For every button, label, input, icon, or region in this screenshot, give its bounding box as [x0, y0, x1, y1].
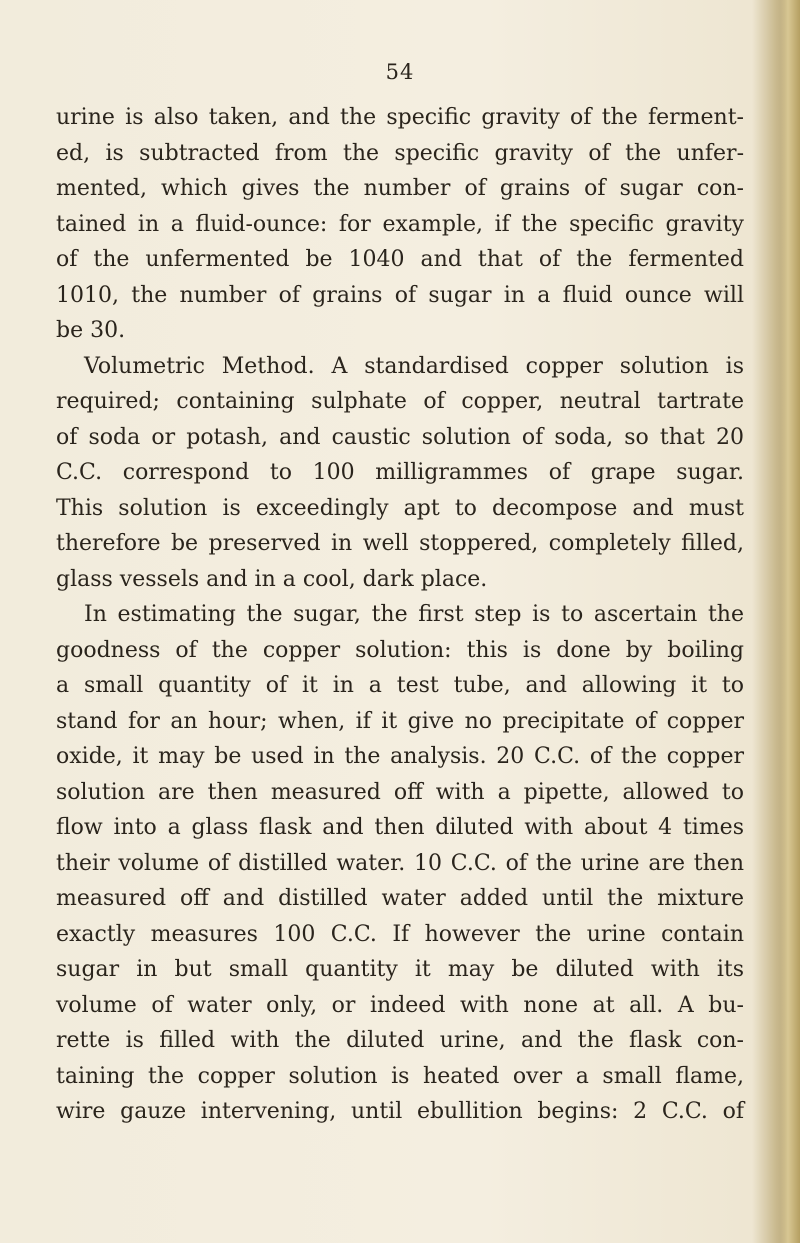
- text-line: be 30.: [56, 318, 126, 343]
- text-line: goodness of the copper solution: this is done by boiling: [56, 637, 744, 663]
- text-line: urine is also taken, and the specific gravity of the ferment-: [56, 105, 744, 130]
- page-edge-shadow: [780, 0, 800, 1243]
- text-line: flow into a glass flask and then diluted with about 4 times: [56, 815, 744, 840]
- text-line: sugar in but small quantity it may be diluted with its: [56, 957, 744, 982]
- text-line: a small quantity of it in a test tube, and allowing it to: [56, 673, 744, 698]
- text-line: stand for an hour; when, if it give no precipitate of copper: [56, 708, 744, 734]
- text-line: of the unfermented be 1040 and that of the fermented: [56, 247, 744, 272]
- text-line: taining the copper solution is heated over a small flame,: [56, 1063, 744, 1089]
- text-line: exactly measures 100 C.C. If however the urine contain: [56, 921, 744, 947]
- text-line: tained in a fluid-ounce: for example, if the specific gravity: [56, 211, 744, 237]
- body-text: [56, 100, 744, 1130]
- text-line: their volume of distilled water. 10 C.C. of the urine are then: [56, 850, 744, 876]
- text-line: mented, which gives the number of grains of sugar con-: [56, 176, 744, 201]
- text-line: wire gauze intervening, until ebullition begins: 2 C.C. of: [56, 1099, 744, 1124]
- text-line: C.C. correspond to 100 milligrammes of grape sugar.: [56, 460, 744, 485]
- page-number: 54: [385, 60, 415, 84]
- text-line: ed, is subtracted from the specific gravity of the unfer-: [56, 140, 744, 166]
- text-line: oxide, it may be used in the analysis. 20 C.C. of the copper: [56, 744, 744, 769]
- text-line: 1010, the number of grains of sugar in a fluid ounce will: [56, 282, 744, 308]
- section-heading-line: Volumetric Method. A standardised copper solution is: [84, 353, 744, 379]
- text-line: volume of water only, or indeed with none at all. A bu-: [56, 992, 744, 1018]
- text-line: of soda or potash, and caustic solution of soda, so that 20: [56, 424, 744, 450]
- text-line: required; containing sulphate of copper, neutral tartrate: [56, 389, 744, 414]
- text-line: rette is filled with the diluted urine, and the flask con-: [56, 1028, 744, 1053]
- text-line: measured off and distilled water added until the mixture: [56, 886, 744, 911]
- text-line: therefore be preserved in well stoppered, completely filled,: [56, 531, 744, 556]
- text-line: This solution is exceedingly apt to decompose and must: [56, 495, 744, 521]
- text-line: glass vessels and in a cool, dark place.: [56, 566, 488, 592]
- text-line: solution are then measured off with a pipette, allowed to: [56, 779, 744, 805]
- text-line: In estimating the sugar, the first step is to ascertain the: [84, 602, 744, 627]
